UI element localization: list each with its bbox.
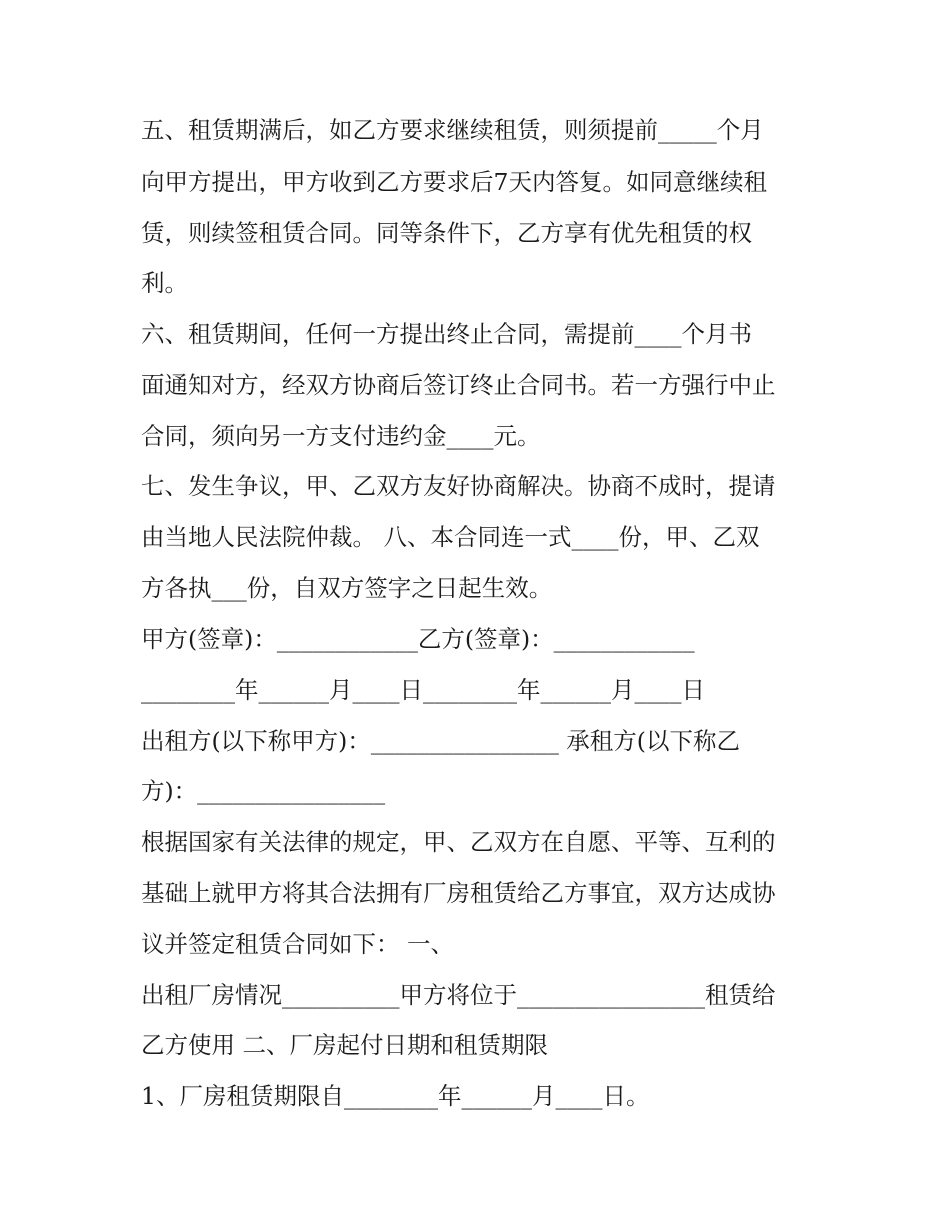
clause-7-line-1: 七、发生争议，甲、乙双方友好协商解决。协商不成时，提请 <box>141 472 776 500</box>
preamble-line-2: 基础上就甲方将其合法拥有厂房租赁给乙方事宜，双方达成协 <box>141 879 776 907</box>
clause-5-line-3: 赁，则续签租赁合同。同等条件下，乙方享有优先租赁的权 <box>141 219 752 247</box>
clause-5-line-2: 向甲方提出，甲方收到乙方要求后7天内答复。如同意继续租 <box>141 168 767 196</box>
section-2-heading: 乙方使用 二、厂房起付日期和租赁期限 <box>141 1031 548 1059</box>
clause-6-line-2: 面通知对方，经双方协商后签订终止合同书。若一方强行中止 <box>141 371 776 399</box>
preamble-line-3: 议并签定租赁合同如下： 一、 <box>141 930 454 958</box>
parties-line-2: 方)：________________ <box>141 777 386 805</box>
clause-6-line-1: 六、租赁期间，任何一方提出终止合同，需提前____个月书 <box>141 320 752 348</box>
clause-6-line-3: 合同，须向另一方支付违约金____元。 <box>141 422 541 450</box>
date-line: ________年______月____日________年______月____日 <box>141 676 705 704</box>
preamble-line-1: 根据国家有关法律的规定，甲、乙双方在自愿、平等、互利的 <box>141 828 776 856</box>
clause-5-line-1: 五、租赁期满后，如乙方要求继续租赁，则须提前_____个月 <box>141 116 764 144</box>
clause-5-line-4: 利。 <box>141 269 188 297</box>
signature-line: 甲方(签章)：____________乙方(签章)：____________ <box>141 625 695 653</box>
term-line: 1、厂房租赁期限自________年______月____日。 <box>141 1082 650 1110</box>
parties-line-1: 出租方(以下称甲方)：________________ 承租方(以下称乙 <box>141 727 740 755</box>
section-1-line: 出租厂房情况__________甲方将位于________________租赁给 <box>141 981 776 1009</box>
clause-8-line: 方各执___份，自双方签字之日起生效。 <box>141 574 553 602</box>
clause-7-line-2: 由当地人民法院仲裁。 八、本合同连一式____份，甲、乙双 <box>141 523 760 551</box>
